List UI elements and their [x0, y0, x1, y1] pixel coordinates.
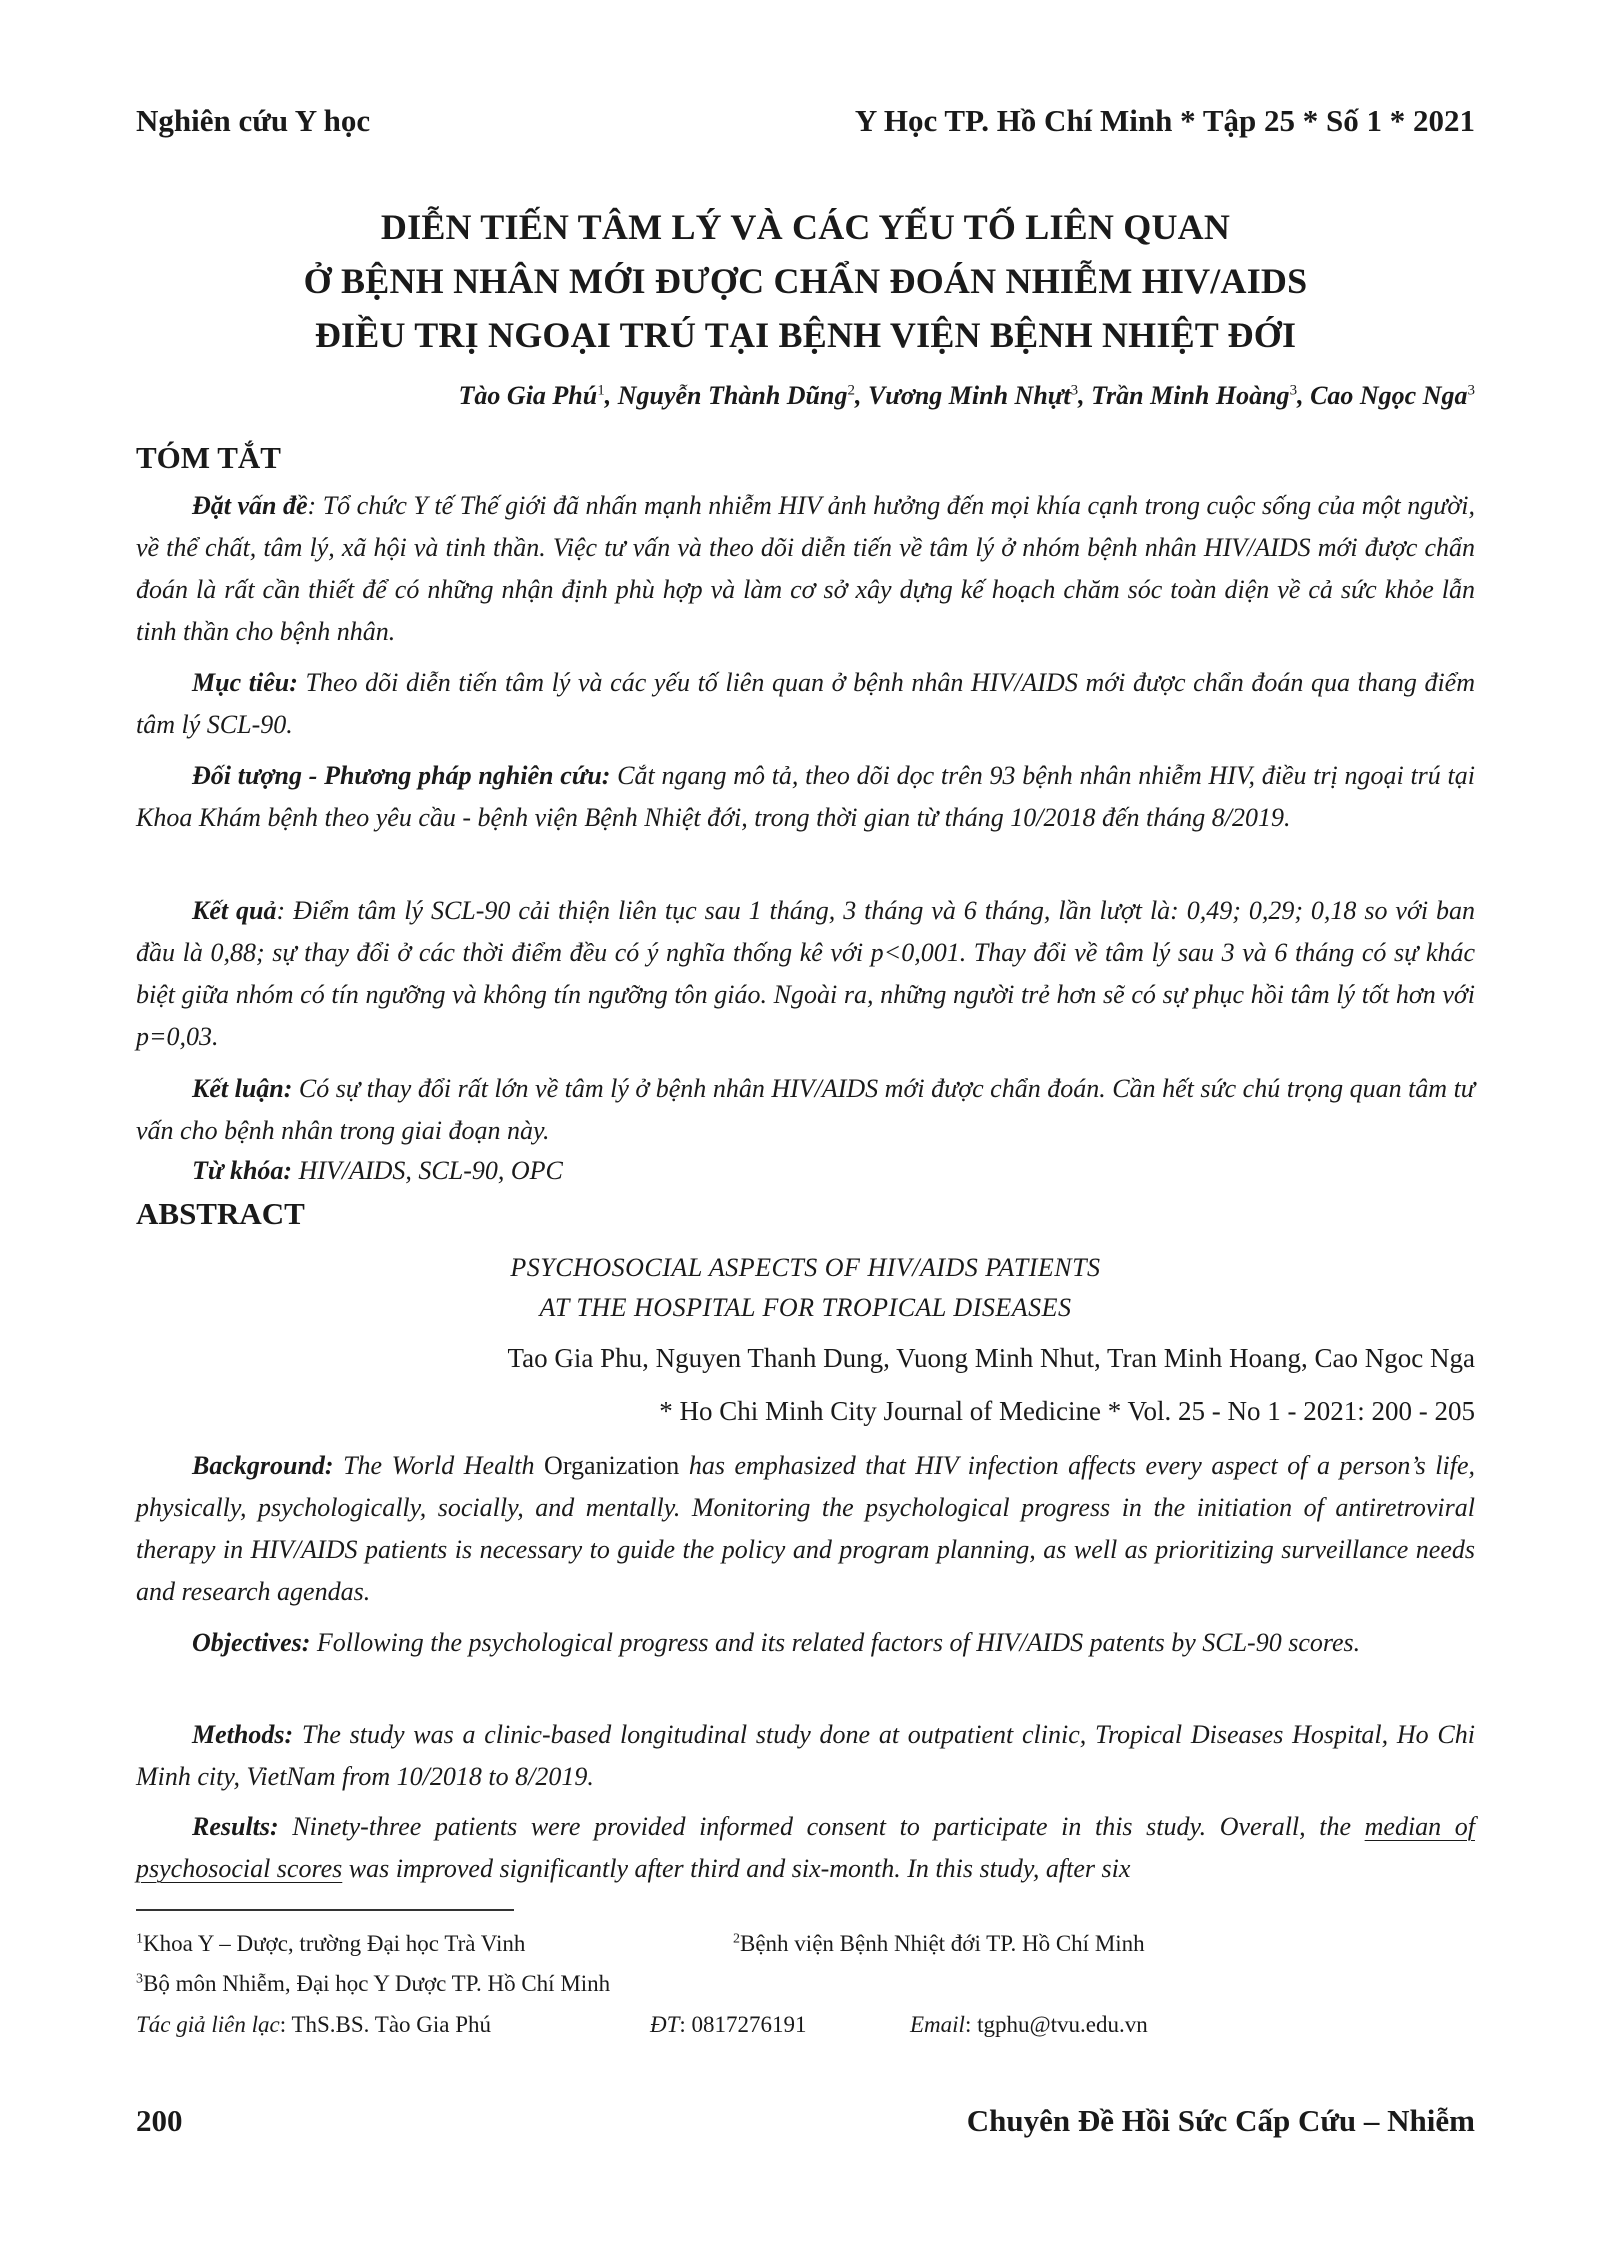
en-title-line: AT THE HOSPITAL FOR TROPICAL DISEASES	[539, 1293, 1072, 1322]
phone-number: : 0817276191	[679, 2012, 807, 2037]
footnote-phone	[650, 2012, 807, 2038]
en-journal-citation: * Ho Chi Minh City Journal of Medicine * Vol. 25 - No 1 - 2021: 200 - 205	[659, 1396, 1475, 1426]
abstract-heading-en: ABSTRACT	[136, 1196, 305, 1231]
vn-conclusion-paragraph	[136, 1068, 1475, 1152]
header-journal-info: Y Học TP. Hồ Chí Minh * Tập 25 * Số 1 * 2021	[854, 103, 1475, 138]
vn-methods-text: Cắt ngang mô tả, theo dõi dọc trên 93 bệnh nhân nhiễm HIV, điều trị ngoại trú tại Khoa Khám bệnh theo yêu cầu - bệnh viện Bệnh Nhiệt đới, trong thời gian từ tháng 10/2018 đến tháng 8/2019.	[136, 761, 1475, 832]
en-background-org: Organization	[544, 1451, 680, 1480]
vn-objective-text: Theo dõi diễn tiến tâm lý và các yếu tố liên quan ở bệnh nhân HIV/AIDS mới được chẩn đoán qua thang điểm tâm lý SCL-90.	[136, 668, 1475, 739]
contact-name: : ThS.BS. Tào Gia Phú	[279, 2012, 492, 2037]
title-line: Ở BỆNH NHÂN MỚI ĐƯỢC CHẨN ĐOÁN NHIỄM HIV/AIDS	[303, 261, 1308, 301]
vn-keywords-paragraph	[136, 1150, 1475, 1192]
footnote-affiliation-3	[136, 1971, 610, 1997]
running-header	[136, 103, 1475, 147]
vn-methods-paragraph	[136, 755, 1475, 839]
vn-keywords-label: Từ khóa:	[192, 1156, 293, 1185]
author-name: Vương Minh Nhựt	[867, 381, 1071, 410]
affiliation-mark: 2	[733, 1931, 740, 1947]
vn-results-paragraph	[136, 890, 1475, 1058]
en-methods-paragraph	[136, 1714, 1475, 1798]
footnote-email	[910, 2012, 1148, 2038]
contact-label: Tác giả liên lạc	[136, 2012, 280, 2037]
title-line: DIỄN TIẾN TÂM LÝ VÀ CÁC YẾU TỐ LIÊN QUAN	[380, 207, 1231, 247]
en-results-underlined-text: median of psychosocial scores	[136, 1812, 1475, 1883]
phone-label: ĐT	[650, 2012, 680, 2037]
footnote-affiliation-1	[136, 1931, 525, 1957]
en-background-text-cont: has emphasized that HIV infection affects every aspect of a person’s life, physically, psychologically, socially, and mentally. Monitoring the psychological progress in the initiation of antiretroviral therapy in HIV/AIDS patients is necessary to guide the policy and program planning, as well as prioritizing surveillance needs and research agendas.	[136, 1451, 1475, 1606]
header-section-name: Nghiên cứu Y học	[136, 103, 371, 138]
author-affiliation-mark: 2	[847, 382, 855, 399]
en-author-list: Tao Gia Phu, Nguyen Thanh Dung, Vuong Minh Nhut, Tran Minh Hoang, Cao Ngoc Nga	[507, 1343, 1475, 1373]
footnote-corresponding-author	[136, 2012, 491, 2038]
author-name: Nguyễn Thành Dũng	[617, 381, 848, 410]
vn-conclusion-text: Có sự thay đổi rất lớn về tâm lý ở bệnh nhân HIV/AIDS mới được chẩn đoán. Cần hết sức chú trọng quan tâm tư vấn cho bệnh nhân trong giai đoạn này.	[136, 1074, 1475, 1145]
page-number: 200	[136, 2103, 183, 2138]
title-line: ĐIỀU TRỊ NGOẠI TRÚ TẠI BỆNH VIỆN BỆNH NHIỆT ĐỚI	[314, 315, 1297, 355]
vn-background-text: : Tổ chức Y tế Thế giới đã nhấn mạnh nhiễm HIV ảnh hưởng đến mọi khía cạnh trong cuộc sống của một người, về thể chất, tâm lý, xã hội và tinh thần. Việc tư vấn và theo dõi diễn tiến về tâm lý ở nhóm bệnh nhân HIV/AIDS mới được chẩn đoán là rất cần thiết để có những nhận định phù hợp và làm cơ sở xây dựng kế hoạch chăm sóc toàn diện về cả sức khỏe lẫn tinh thần cho bệnh nhân.	[136, 491, 1475, 646]
author-affiliation-mark: 3	[1070, 382, 1079, 399]
en-background-paragraph	[136, 1445, 1475, 1613]
en-methods-text: The study was a clinic-based longitudinal study done at outpatient clinic, Tropical Diseases Hospital, Ho Chi Minh city, VietNam from 10/2018 to 8/2019.	[136, 1720, 1475, 1791]
author-affiliation-mark: 3	[1467, 382, 1475, 399]
author-name: Trần Minh Hoàng	[1091, 381, 1290, 410]
affiliation-text: Bệnh viện Bệnh Nhiệt đới TP. Hồ Chí Minh	[740, 1931, 1145, 1956]
author-separator: ,	[1078, 381, 1092, 410]
summary-heading-vn: TÓM TẮT	[136, 440, 281, 475]
vn-keywords-text: HIV/AIDS, SCL-90, OPC	[292, 1156, 563, 1185]
author-separator: ,	[1297, 381, 1311, 410]
article-title	[136, 200, 1475, 362]
en-background-label: Background:	[192, 1451, 334, 1480]
author-separator: ,	[854, 381, 868, 410]
vn-background-paragraph	[136, 485, 1475, 653]
author-affiliation-mark: 3	[1289, 382, 1298, 399]
vn-results-label: Kết quả	[192, 896, 277, 925]
vn-methods-label: Đối tượng - Phương pháp nghiên cứu:	[192, 761, 611, 790]
en-results-text: Ninety-three patients were provided informed consent to participate in this study. Overall, the	[278, 1812, 1365, 1841]
author-affiliation-mark: 1	[597, 382, 605, 399]
en-results-paragraph	[136, 1806, 1475, 1890]
affiliation-mark: 3	[136, 1971, 143, 1987]
author-name: Tào Gia Phú	[458, 381, 598, 410]
footnote-divider	[136, 1909, 514, 1911]
vn-objective-paragraph	[136, 662, 1475, 746]
affiliation-text: Bộ môn Nhiễm, Đại học Y Dược TP. Hồ Chí Minh	[143, 1971, 611, 1996]
en-results-label: Results:	[192, 1812, 279, 1841]
author-name: Cao Ngọc Nga	[1310, 381, 1468, 410]
en-methods-label: Methods:	[192, 1720, 294, 1749]
en-background-text: The World Health	[333, 1451, 545, 1480]
email-address: : tgphu@tvu.edu.vn	[964, 2012, 1148, 2037]
affiliation-mark: 1	[136, 1931, 143, 1947]
vn-conclusion-label: Kết luận:	[192, 1074, 293, 1103]
vn-objective-label: Mục tiêu:	[192, 668, 298, 697]
en-objectives-text: Following the psychological progress and its related factors of HIV/AIDS patents by SCL-90 scores.	[310, 1628, 1361, 1657]
en-article-title	[136, 1248, 1475, 1328]
affiliation-text: Khoa Y – Dược, trường Đại học Trà Vinh	[143, 1931, 526, 1956]
vn-results-text: : Điểm tâm lý SCL-90 cải thiện liên tục sau 1 tháng, 3 tháng và 6 tháng, lần lượt là: 0,49; 0,29; 0,18 so với ban đầu là 0,88; sự thay đổi ở các thời điểm đều có ý nghĩa thống kê với p<0,001. Thay đổi về tâm lý sau 3 và 6 tháng có sự khác biệt giữa nhóm có tín ngưỡng và không tín ngưỡng tôn giáo. Ngoài ra, những người trẻ hơn sẽ có sự phục hồi tâm lý tốt hơn với p=0,03.	[136, 896, 1475, 1051]
en-results-text-cont: was improved significantly after third and six-month. In this study, after six	[342, 1854, 1131, 1883]
footnote-affiliation-2	[733, 1931, 1145, 1957]
en-title-line: PSYCHOSOCIAL ASPECTS OF HIV/AIDS PATIENTS	[510, 1253, 1101, 1282]
en-objectives-paragraph	[136, 1622, 1475, 1664]
email-label: Email	[910, 2012, 965, 2037]
vn-background-label: Đặt vấn đề	[192, 491, 308, 520]
author-separator: ,	[604, 381, 618, 410]
author-list	[459, 381, 1475, 411]
footer-section-name: Chuyên Đề Hồi Sức Cấp Cứu – Nhiễm	[966, 2103, 1475, 2138]
en-objectives-label: Objectives:	[192, 1628, 311, 1657]
